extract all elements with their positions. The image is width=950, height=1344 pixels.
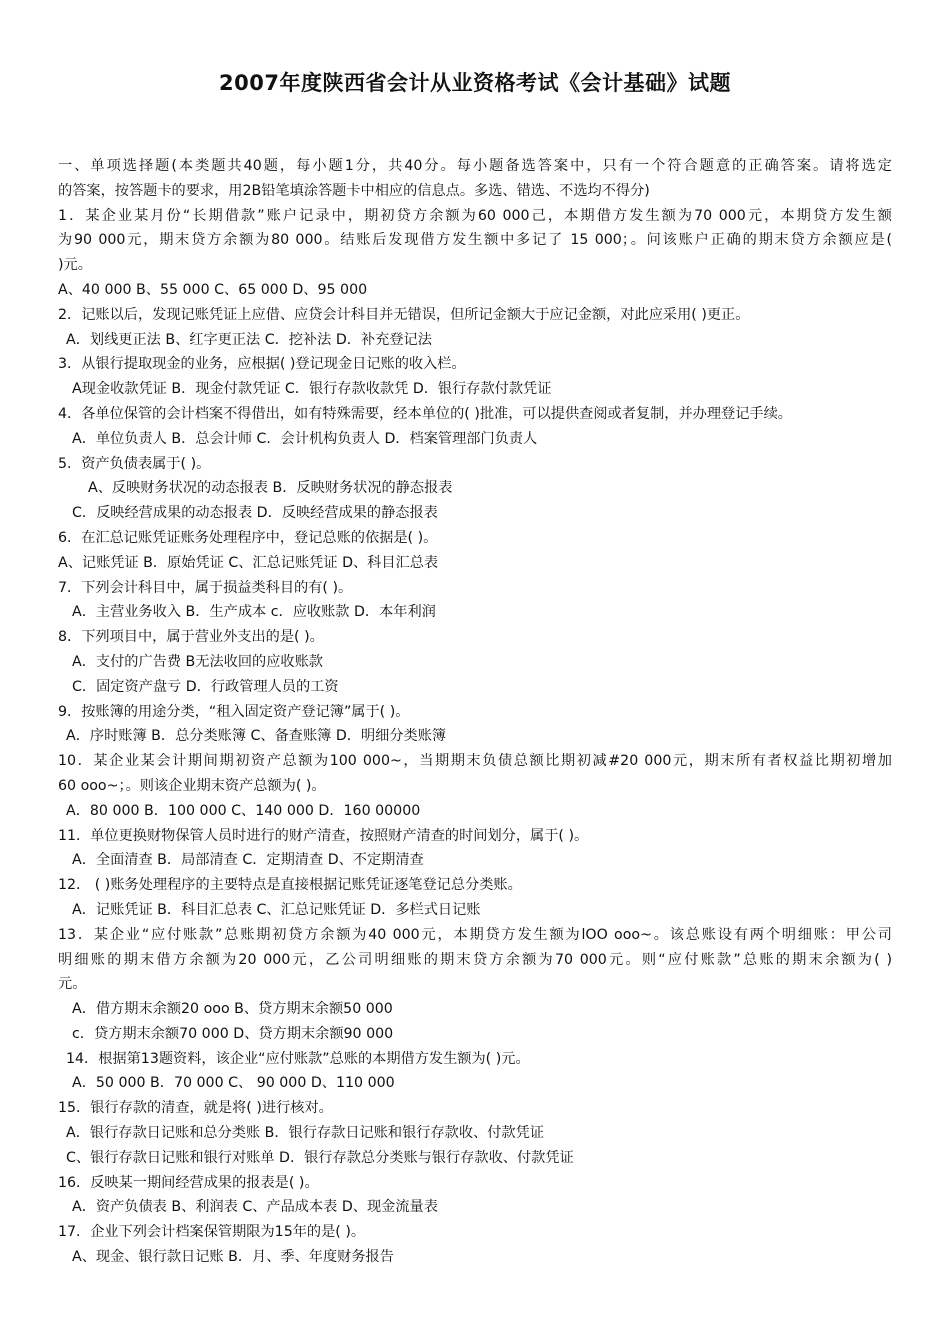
text-line: A．借方期末余额20 ooo B、贷方期末余额50 000 (72, 1001, 393, 1018)
text-line: A、反映财务状况的动态报表 B．反映财务状况的静态报表 (88, 480, 453, 497)
text-line: A现金收款凭证 B．现金付款凭证 C．银行存款收款凭 D．银行存款付款凭证 (72, 381, 552, 398)
text-line: A．银行存款日记账和总分类账 B．银行存款日记账和银行存款收、付款凭证 (66, 1125, 544, 1142)
text-line: 6．在汇总记账凭证账务处理程序中，登记总账的依据是( )。 (58, 529, 438, 546)
text-line: 一、单项选择题(本类题共40题，每小题1分，共40分。每小题备选答案中，只有一个符合题意的正确答案。请将选定 (58, 158, 892, 174)
text-line: 1．某企业某月份“长期借款”账户记录中，期初贷方余额为60 000己，本期借方发生额为70 000元，本期贷方发生额 (58, 207, 892, 224)
text-line: 3．从银行提取现金的业务，应根据( )登记现金日记账的收入栏。 (58, 356, 466, 373)
text-line: 10．某企业某会计期间期初资产总额为100 000~，当期期末负债总额比期初减#20 000元，期末所有者权益比期初增加 (58, 753, 892, 770)
text-line: 4．各单位保管的会计档案不得借出，如有特殊需要，经本单位的( )批准，可以提供查阅或者复制，并办理登记手续。 (58, 405, 792, 422)
page-title: 2007年度陕西省会计从业资格考试《会计基础》试题 (219, 71, 731, 95)
text-line: A．主营业务收入 B．生产成本 c．应收账款 D．本年利润 (72, 604, 436, 621)
text-line: 13．某企业“应付账款”总账期初贷方余额为40 000元，本期贷方发生额为lOO ooo~。该总账设有两个明细账：甲公司 (58, 926, 892, 943)
text-line: A．资产负债表 B、利润表 C、产品成本表 D、现金流量表 (72, 1199, 438, 1216)
text-line: C、银行存款日记账和银行对账单 D．银行存款总分类账与银行存款收、付款凭证 (66, 1149, 574, 1166)
text-line: C．反映经营成果的动态报表 D．反映经营成果的静态报表 (72, 505, 438, 522)
text-line: C．固定资产盘亏 D．行政管理人员的工资 (72, 678, 339, 695)
text-line: A．单位负责人 B．总会计师 C．会计机构负责人 D．档案管理部门负责人 (72, 430, 538, 447)
text-line: 12． ( )账务处理程序的主要特点是直接根据记账凭证逐笔登记总分类账。 (58, 877, 522, 894)
text-line: 8．下列项目中，属于营业外支出的是( )。 (58, 629, 324, 646)
text-line: 7．下列会计科目中，属于损益类科目的有( )。 (58, 579, 353, 596)
text-line: A．划线更正法 B、红字更正法 C．挖补法 D．补充登记法 (66, 331, 432, 348)
text-line: 60 ooo~；。则该企业期末资产总额为( )。 (58, 777, 326, 794)
text-line: 元。 (58, 976, 87, 993)
text-line: A、40 000 B、55 000 C、65 000 D、95 000 (58, 281, 368, 298)
text-line: 14．根据第13题资料，该企业“应付账款”总账的本期借方发生额为( )元。 (66, 1050, 530, 1067)
text-line: 的答案，按答题卡的要求，用2B铅笔填涂答题卡中相应的信息点。多选、错选、不选均不得分) (58, 182, 650, 199)
text-line: )元。 (58, 257, 92, 274)
question-list (58, 154, 892, 1270)
text-line: 11．单位更换财物保管人员时进行的财产清查，按照财产清查的时间划分，属于( )。 (58, 827, 589, 844)
text-line: 15．银行存款的清查，就是将( )进行核对。 (58, 1100, 333, 1117)
text-line: A．序时账簿 B．总分类账簿 C、备查账簿 D．明细分类账簿 (66, 728, 447, 745)
text-line: 为90 000元，期末贷方余额为80 000。结账后发现借方发生额中多记了 15 000；。问该账户正确的期末贷方余额应是( (58, 232, 892, 249)
text-line: A．记账凭证 B．科目汇总表 C、汇总记账凭证 D．多栏式日记账 (72, 901, 481, 918)
text-line: A．80 000 B．100 000 C、140 000 D．160 00000 (66, 802, 421, 819)
text-line: A．全面清查 B．局部清查 C．定期清查 D、不定期清查 (72, 852, 424, 869)
text-line: 17．企业下列会计档案保管期限为15年的是( )。 (58, 1224, 366, 1241)
text-line: A．50 000 B．70 000 C、 90 000 D、110 000 (72, 1075, 395, 1092)
text-line: A．支付的广告费 B无法收回的应收账款 (72, 653, 323, 670)
text-line: 5．资产负债表属于( )。 (58, 455, 211, 472)
text-line: c．贷方期末余额70 000 D、贷方期末余额90 000 (72, 1025, 394, 1042)
text-line: A、现金、银行款日记账 B．月、季、年度财务报告 (72, 1249, 394, 1266)
text-line: 2．记账以后，发现记账凭证上应借、应贷会计科目并无错误，但所记金额大于应记金额，对此应采用( )更正。 (58, 306, 750, 323)
text-line: 明细账的期末借方余额为20 000元，乙公司明细账的期末贷方余额为70 000元。则“应付账款”总账的期末余额为( ) (58, 951, 892, 968)
text-line: 16．反映某一期间经营成果的报表是( )。 (58, 1174, 319, 1191)
text-line: A、记账凭证 B．原始凭证 C、汇总记账凭证 D、科目汇总表 (58, 554, 439, 571)
text-line: 9．按账簿的用途分类，“租入固定资产登记簿”属于( )。 (58, 703, 410, 720)
